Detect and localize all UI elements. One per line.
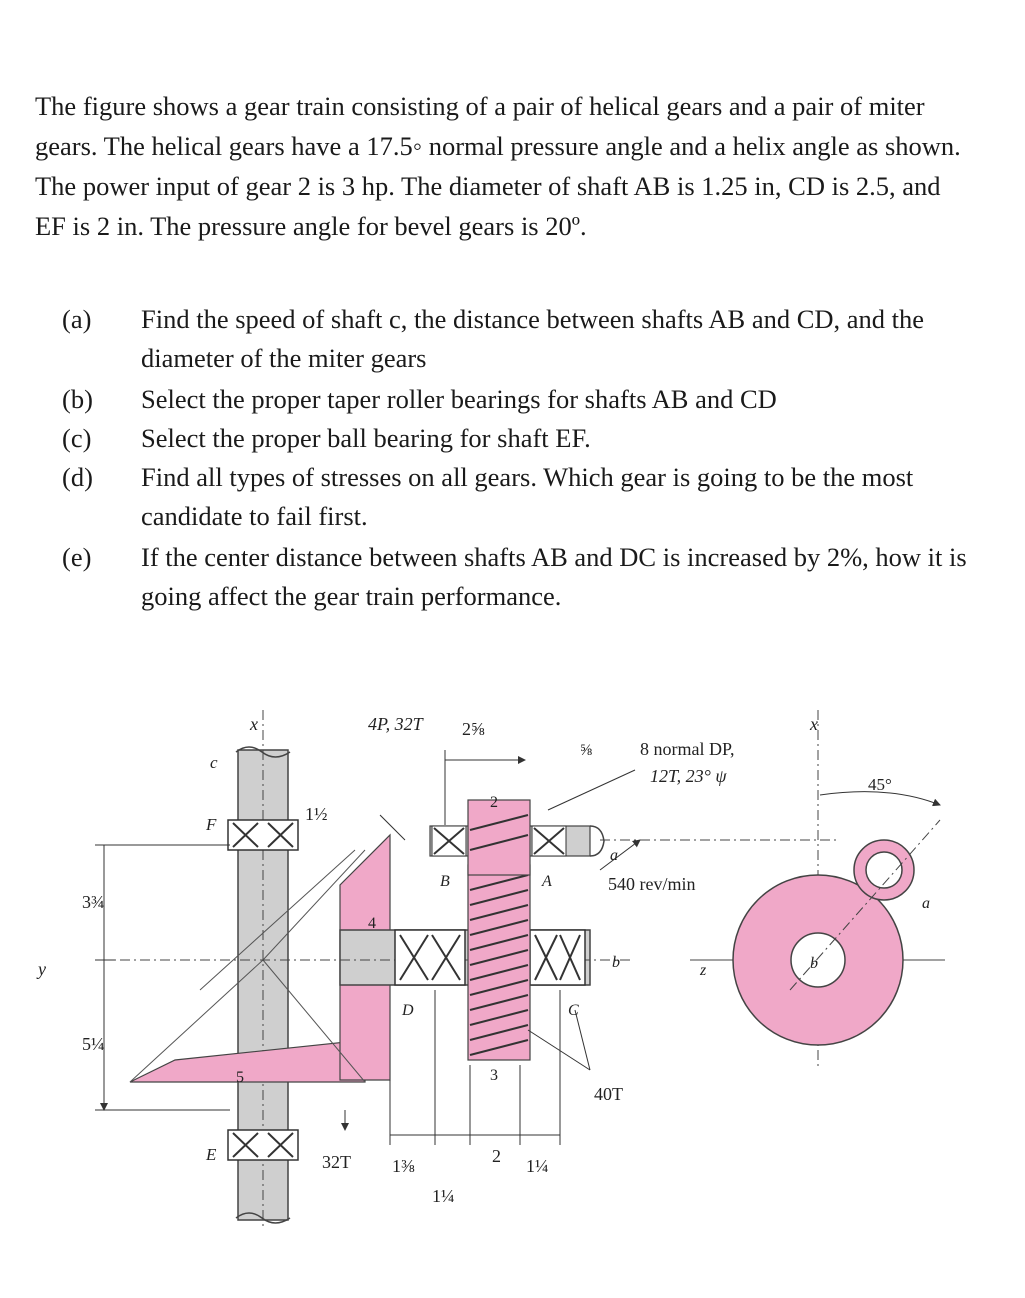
dim-1-1-4-b: 1¼ bbox=[526, 1156, 549, 1176]
helical-pinion-2 bbox=[430, 800, 604, 875]
question-label: (b) bbox=[62, 384, 93, 414]
label-b-end: b bbox=[810, 955, 818, 972]
gear-train-figure bbox=[0, 690, 1025, 1250]
dim-2: 2 bbox=[492, 1146, 501, 1166]
label-y: y bbox=[38, 959, 46, 979]
speed-label: 540 rev/min bbox=[608, 874, 696, 894]
dim-2-5-8: 2⅝ bbox=[462, 719, 485, 739]
bearing-e bbox=[228, 1130, 298, 1160]
question-b bbox=[62, 380, 982, 419]
label-e: E bbox=[206, 1145, 217, 1164]
label-gear-2: 2 bbox=[490, 794, 498, 811]
label-b-lower: b bbox=[612, 954, 620, 971]
question-text: Select the proper ball bearing for shaft EF. bbox=[141, 423, 591, 453]
label-gear-4: 4 bbox=[368, 915, 376, 932]
question-label: (a) bbox=[62, 304, 92, 334]
dim-1-1-2: 1½ bbox=[305, 804, 328, 824]
teeth-gear-3: 40T bbox=[594, 1084, 623, 1104]
label-d: D bbox=[402, 1002, 414, 1019]
label-a-lower: a bbox=[610, 847, 618, 864]
dim-1-3-8: 1⅜ bbox=[392, 1156, 415, 1176]
label-gear-5: 5 bbox=[236, 1069, 244, 1086]
bevel-spec: 4P, 32T bbox=[368, 714, 423, 734]
dim-5-1-4: 5¼ bbox=[82, 1034, 105, 1054]
question-list bbox=[62, 300, 982, 618]
helical-spec: 8 normal DP, bbox=[640, 739, 735, 759]
helical-gear-3 bbox=[468, 865, 530, 1060]
label-x-right: x bbox=[810, 714, 818, 734]
question-text: Find the speed of shaft c, the distance between shafts AB and CD, and the diameter of the miter gears bbox=[141, 304, 925, 373]
question-d bbox=[62, 458, 982, 536]
label-z: z bbox=[700, 962, 707, 979]
label-gear-3: 3 bbox=[490, 1067, 498, 1084]
dim-3-3-4: 3¾ bbox=[82, 892, 105, 912]
label-a-end: a bbox=[922, 895, 930, 912]
label-c-upper: C bbox=[568, 1002, 579, 1019]
question-text: If the center distance between shafts AB and DC is increased by 2%, how it is going affect the gear train performance. bbox=[141, 542, 967, 611]
label-x-left: x bbox=[250, 714, 258, 734]
dim-5-8: ⅝ bbox=[580, 742, 592, 759]
problem-intro: The figure shows a gear train consisting of a pair of helical gears and a pair of miter gears. The helical gears have a 17.5◦ normal pressure angle and a helix angle as shown. The power input of gear 2 is 3 hp. The diameter of shaft AB is 1.25 in, CD is 2.5, and EF is 2 in. The pressure angle for bevel gears is 20º. bbox=[35, 91, 961, 241]
question-label: (d) bbox=[62, 462, 93, 492]
question-e bbox=[62, 538, 982, 616]
dim-1-1-4-a: 1¼ bbox=[432, 1186, 455, 1206]
question-label: (c) bbox=[62, 423, 92, 453]
label-f: F bbox=[206, 815, 217, 834]
helical-spec-2: 12T, 23° ψ bbox=[650, 766, 727, 786]
label-b-upper: B bbox=[440, 873, 450, 890]
angle-label: 45° bbox=[868, 775, 892, 794]
label-c: c bbox=[210, 753, 218, 772]
question-text: Select the proper taper roller bearings for shafts AB and CD bbox=[141, 384, 777, 414]
label-a-upper: A bbox=[542, 873, 552, 890]
question-a bbox=[62, 300, 982, 378]
question-text: Find all types of stresses on all gears. Which gear is going to be the most candidate to fail first. bbox=[141, 462, 914, 531]
question-label: (e) bbox=[62, 542, 92, 572]
question-c bbox=[62, 419, 982, 458]
bearing-f bbox=[228, 820, 298, 850]
bearing-d bbox=[395, 930, 465, 985]
teeth-gear-5: 32T bbox=[322, 1152, 351, 1172]
end-view bbox=[690, 710, 945, 1070]
bearing-c bbox=[530, 930, 585, 985]
